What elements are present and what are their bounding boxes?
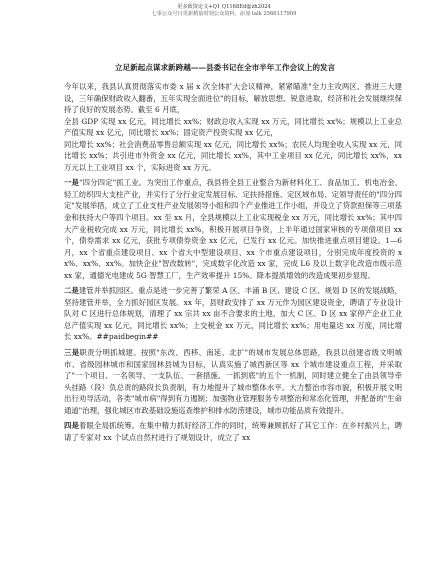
paragraph-stats-2 bbox=[64, 139, 402, 174]
paragraph-text: 同比增长 xx%；社会消费品零售总额实现 xx 亿元，同比增长 xx%；农民人均现金收入实现 xx 元，同比增长 xx%；共引进市外资金 xx 亿元，同比增长 xx%，其中工业项目 xx 亿元，同比增长 xx%，xx 万元以上工业项目 xx 个，实际进资 xx 万元。 bbox=[64, 139, 402, 172]
paragraph-lead: 二是 bbox=[64, 286, 79, 296]
header-line-1: 更多致资论文+Q1 Q1168Ed@zh2024 bbox=[177, 4, 271, 10]
paragraph-intro bbox=[64, 81, 402, 116]
paragraph-stats-1 bbox=[64, 116, 402, 139]
paragraph-park bbox=[64, 285, 402, 343]
paragraph-text: 职责分明抓城建。按照"东改、西移、南延、北扩"的城市发展总体思路，我县以创建省级文明城市、省级园林城市和国家园林县城为目标，认真实施了城西新区等 xx 个城市建设重点工程，并采取了"一个项目、一名领导、一支队伍、一套措施、一抓到底"的五个一机制，同时建立健全了由县领导牵头挂路（段）负总责的路段长负责制，有力地提升了城市整体水平。大力整治市容市貌，积极开展文明出行劝导活动，各类"城市病"得到有力遏制；加强物业管理服务专项整治和常态化管理，并配备的"生命通道"治理，强化城区市政基础设施巡查维护和排水防涝建设，城市功能品质有效提升。 bbox=[64, 348, 402, 415]
paragraph-industry bbox=[64, 177, 402, 281]
document-title: 立足新起点谋求新跨越——县委书记在全市半年工作会议上的发言 bbox=[114, 63, 336, 72]
paragraph-text: 着眼全局抓统筹。在集中精力抓好经济工作的同时，统筹兼顾抓好了其它工作：在乡村振兴上，聘请了专家对 xx 个试点自然村进行了规划设计，成立了 xx bbox=[64, 421, 402, 442]
paragraph-text: "四分四定"抓工业。为突出工作重点，我县将全县工业整合为新材料化工、食品加工、机电冶金、轻工纺织四大支柱产业，并实行了分行业定发展目标、定扶持措施、定区域布局、定领导责任的"四分四定"发展举措，成立了工业支柱产业发展领导小组和四个产业推进工作小组，并设立了贷款担保等三项基金和扶持大户等四个项目。xx 至 xx 月，全县规模以上工业实现税金 xx 万元，同比增长 xx%；其中四大产业税收完成 xx 万元，同比增长 xx%，积极开展项目争资，上半年通过国家审核的专项债项目 xx 个，债券需求 xx 亿元，获批专项债券资金 xx 亿元，已发行 xx 亿元。加快推进重点项目建设。1—6 月，xx 个省重点建设项目、xx 个省大中型建设项目、xx 个市重点建设项目，分别完成年度投资的 xx%、xx%、xx%。加快企业"智改数转"，完成数字化改造 xx 家，完成 L6 及以上数字化改造市级示范 xx 家，通德光电建成 5G 智慧工厂，生产效率提升 15%。降本提质增效的改造成果初步显现。 bbox=[64, 178, 402, 280]
paragraph-lead: 一是 bbox=[64, 178, 80, 188]
paragraph-overall bbox=[64, 420, 402, 443]
paragraph-text: 建管并举抓园区。重点是进一步完善了繁荣 A 区、丰涌 B 区、建设 C 区、规划 D 区的发展战略，坚持建管并举，全力抓好园区发展。xx 年，县财政安排了 xx 万元作为园区建设资金，聘请了专业设计队对 C 区进行总体规划，清理了 xx 宗共 xx 亩不合要求的土地，加大 C 区、D 区 xx 家停产企业工业总产值实现 xx 亿元，同比增长 xx%；上交税金 xx 万元，同比增长 xx%；用电量达 xx 万度，同比增长 xx%。##paidbegin## bbox=[64, 286, 402, 342]
paragraph-lead: 四是 bbox=[64, 421, 80, 431]
header-line-2: 七零公众号日更新精量时刻公众资料。添加 talk 2566117909 bbox=[151, 11, 297, 17]
paragraph-text: 全县 GDP 实现 xx 亿元，同比增长 xx%；财政总收入实现 xx 万元，同比增长 xx%；规模以上工业总产值实现 xx 亿元，同比增长 xx%；固定资产投资实现 xx 亿元， bbox=[64, 116, 402, 138]
paragraph-lead: 三是 bbox=[64, 348, 80, 358]
document-body bbox=[64, 81, 402, 443]
paragraph-text: 今年以来，我县认真贯彻落实市委 x 届 x 次全体扩大会议精神，紧紧瞄准"全力主攻两区、推进三大建设，三年确保财政收入翻番，五年实现全面进位"的目标，解放思想、锐意进取，经济和社会发展继续保持了良好的发展态势。截至 6 月底， bbox=[64, 82, 402, 115]
page-header bbox=[0, 4, 448, 18]
paragraph-urban bbox=[64, 347, 402, 416]
